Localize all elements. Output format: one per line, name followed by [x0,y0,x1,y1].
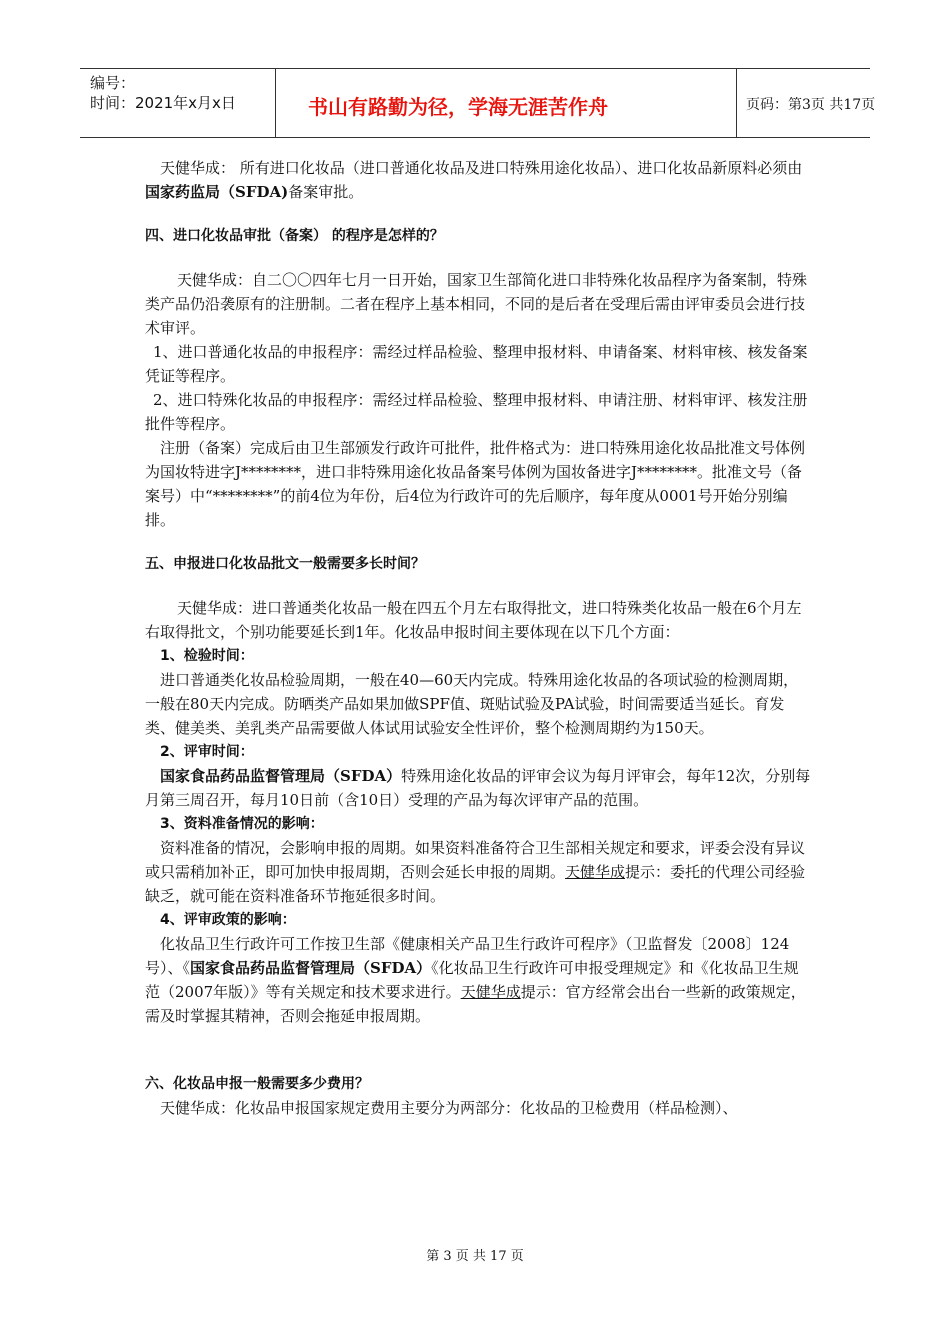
paragraph-materials [145,836,813,908]
time-label: 时间：2021年x月x日 [90,94,236,112]
subheading-review-time: 2、评审时间： [160,744,254,760]
header-motto-cell [276,69,737,137]
policy-link[interactable]: 天健华成 [460,983,521,1001]
review-bold: 国家食品药品监督管理局（SFDA） [160,767,402,785]
document-body [145,156,813,1120]
paragraph-review [145,764,813,812]
intro-bold: 国家药监局（SFDA) [145,183,289,201]
intro-end: 备案审批。 [288,183,364,201]
intro-text: 天健华成： 所有进口化妆品（进口普通化妆品及进口特殊用途化妆品）、进口化妆品新原料必须由 [160,159,803,177]
paragraph-policy [145,932,813,1028]
review-text: 特殊用途化妆品的评审会议为每月评审会，每年12次，分别每月第三周召开，每月10日前（含10日）受理的产品为每次评审产品的范围。 [145,767,811,809]
paragraph-inspection: 进口普通类化妆品检验周期，一般在40—60天内完成。特殊用途化妆品的各项试验的检测周期，一般在80天内完成。防晒类产品如果加做SPF值、斑贴试验及PA试验，时间需要适当延长。育发类、健美类、美乳类产品需要做人体试用试验安全性评价，整个检测周期约为150天。 [145,671,799,737]
header-meta [80,69,276,137]
materials-link[interactable]: 天健华成 [565,863,626,881]
materials-text: 资料准备的情况，会影响申报的周期。如果资料准备符合卫生部相关规定和要求，评委会没有异议或只需稍加补正，即可加快申报周期，否则会延长申报的周期。 [145,839,806,881]
section-heading-5: 五、申报进口化妆品批文一般需要多长时间？ [145,556,425,572]
paragraph-intro [145,156,813,204]
policy-mid: 《化妆品卫生行政许可申报受理规定》和《化妆品卫生规范（2007年版）》等有关规定和技术要求进行。 [145,959,799,1001]
page-header [80,68,876,138]
materials-end: 提示：委托的代理公司经验缺乏，就可能在资料准备环节拖延很多时间。 [145,863,806,905]
page-footer: 第 3 页 共 17 页 [426,1249,524,1264]
paragraph-procedure: 天健华成：自二〇〇四年七月一日开始，国家卫生部简化进口非特殊化妆品程序为备案制，特殊类产品仍沿袭原有的注册制。二者在程序上基本相同，不同的是后者在受理后需由评审委员会进行技术审评。 [145,271,808,337]
paragraph-approval-number: 注册（备案）完成后由卫生部颁发行政许可批件，批件格式为：进口特殊用途化妆品批准文号体例为国妆特进字J********，进口非特殊用途化妆品备案号体例为国妆备进字J********。批准文号（备案号）中“********”的前4位为年份，后4位为行政许可的先后顺序，每年度从0001号开始分别编排。 [145,439,806,529]
policy-text: 化妆品卫生行政许可工作按卫生部《健康相关产品卫生行政许可程序》（卫监督发〔2008〕124号）、《 [145,935,790,977]
section-heading-4: 四、进口化妆品审批（备案） 的程序是怎样的？ [145,228,444,244]
paragraph-fees: 天健华成：化妆品申报国家规定费用主要分为两部分：化妆品的卫检费用（样品检测）、 [160,1099,738,1117]
header-motto: 书山有路勤为径，学海无涯苦作舟 [308,95,608,119]
number-label: 编号： [90,74,136,92]
section-heading-6: 六、化妆品申报一般需要多少费用？ [145,1076,369,1092]
policy-end: 提示：官方经常会出台一些新的政策规定，需及时掌握其精神，否则会拖延申报周期。 [145,983,806,1025]
header-page-info: 页码：第3页 共17页 [746,97,876,113]
paragraph-special-procedure: 2、进口特殊化妆品的申报程序：需经过样品检验、整理申报材料、申请注册、材料审评、核发注册批件等程序。 [145,391,808,433]
subheading-inspection-time: 1、检验时间： [160,648,254,664]
subheading-policy: 4、评审政策的影响： [160,912,296,928]
subheading-materials: 3、资料准备情况的影响： [160,816,324,832]
policy-bold: 国家食品药品监督管理局（SFDA） [190,959,432,977]
paragraph-duration: 天健华成：进口普通类化妆品一般在四五个月左右取得批文，进口特殊类化妆品一般在6个月左右取得批文，个别功能要延长到1年。化妆品申报时间主要体现在以下几个方面： [145,599,802,641]
paragraph-normal-procedure: 1、进口普通化妆品的申报程序：需经过样品检验、整理申报材料、申请备案、材料审核、核发备案凭证等程序。 [145,343,808,385]
